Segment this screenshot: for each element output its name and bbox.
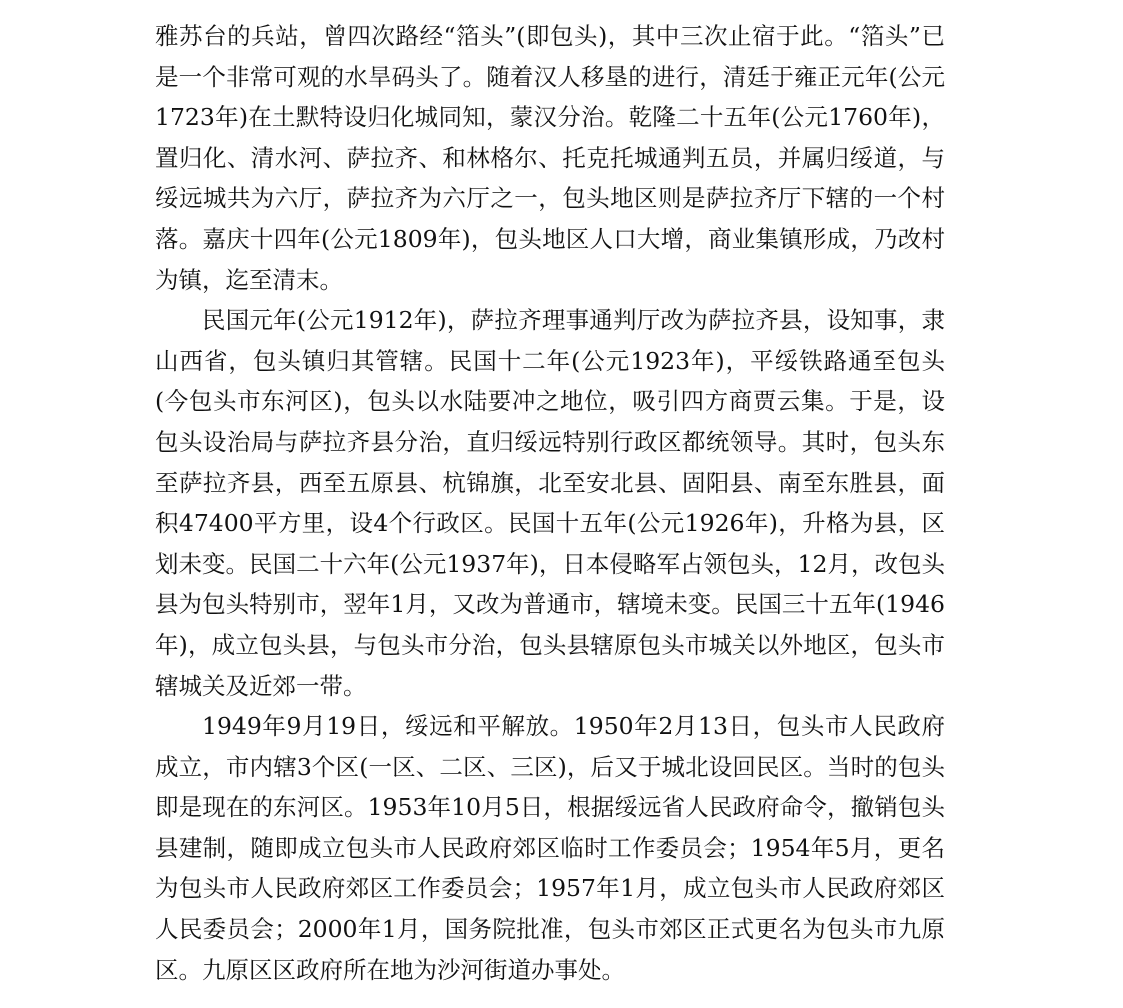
paragraph-republic-era: 民国元年(公元1912年)，萨拉齐理事通判厅改为萨拉齐县，设知事，隶山西省，包头镇归其管辖。民国十二年(公元1923年)，平绥铁路通至包头(今包头市东河区)，包头以水陆要冲之地位，吸引四方商贾云集。于是，设包头设治局与萨拉齐县分治，直归绥远特别行政区都统领导。其时，包头东至萨拉齐县，西至五原县、杭锦旗，北至安北县、固阳县、南至东胜县，面积47400平方里，设4个行政区。民国十五年(公元1926年)，升格为县，区划未变。民国二十六年(公元1937年)，日本侵略军占领包头，12月，改包头县为包头特别市，翌年1月，又改为普通市，辖境未变。民国三十五年(1946年)，成立包头县，与包头市分治，包头县辖原包头市城关以外地区，包头市辖城关及近郊一带。 bbox=[155, 306, 945, 700]
document-page bbox=[155, 16, 945, 990]
paragraph-qing-dynasty: 雅苏台的兵站，曾四次路经“箔头”(即包头)，其中三次止宿于此。“箔头”已是一个非常可观的水旱码头了。随着汉人移垦的进行，清廷于雍正元年(公元1723年)在土默特设归化城同知，蒙汉分治。乾隆二十五年(公元1760年)，置归化、清水河、萨拉齐、和林格尔、托克托城通判五员，并属归绥道，与绥远城共为六厅，萨拉齐为六厅之一，包头地区则是萨拉齐厅下辖的一个村落。嘉庆十四年(公元1809年)，包头地区人口大增，商业集镇形成，乃改村为镇，迄至清末。 bbox=[155, 22, 945, 294]
paragraph-liberation-era: 1949年9月19日，绥远和平解放。1950年2月13日，包头市人民政府成立，市内辖3个区(一区、二区、三区)，后又于城北设回民区。当时的包头即是现在的东河区。1953年10月5日，根据绥远省人民政府命令，撤销包头县建制，随即成立包头市人民政府郊区临时工作委员会；1954年5月，更名为包头市人民政府郊区工作委员会；1957年1月，成立包头市人民政府郊区人民委员会；2000年1月，国务院批准，包头市郊区正式更名为包头市九原区。九原区区政府所在地为沙河街道办事处。 bbox=[155, 712, 945, 984]
